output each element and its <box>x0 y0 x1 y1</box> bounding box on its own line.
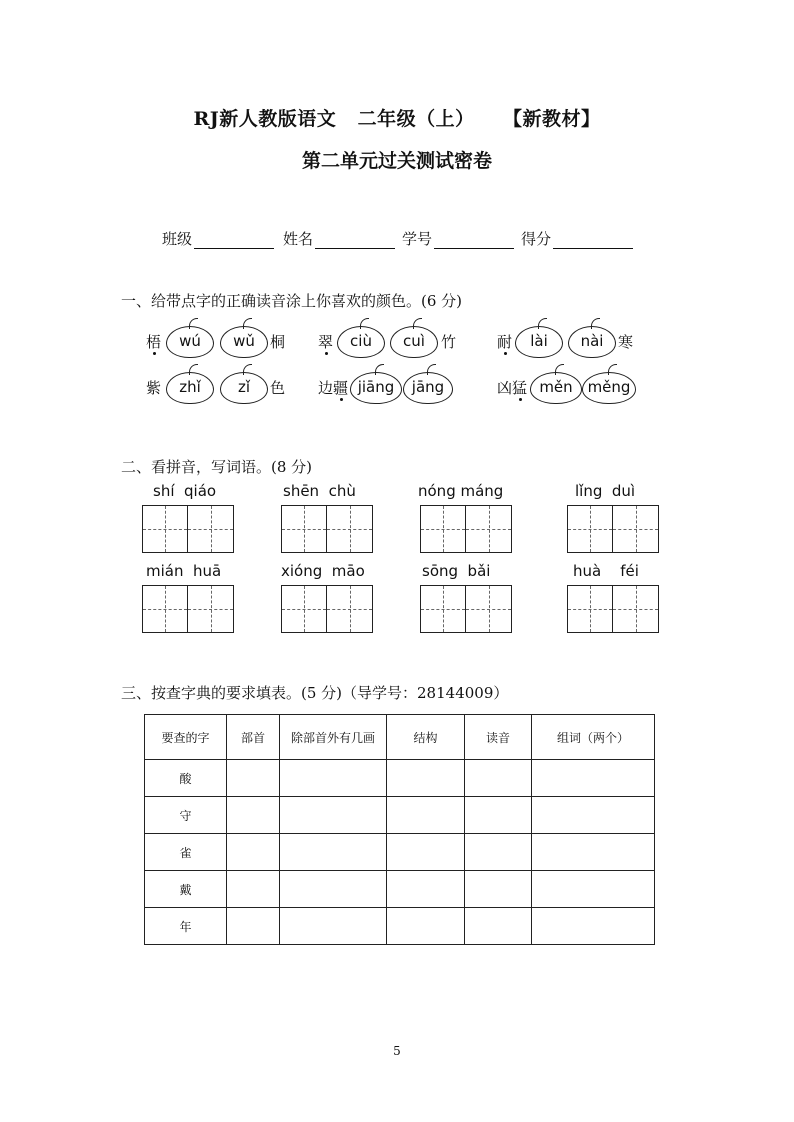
class-blank[interactable] <box>194 234 274 249</box>
answer-cell[interactable] <box>387 797 465 834</box>
table-row <box>145 871 655 908</box>
table-header-row <box>145 715 655 760</box>
emphasis-dot <box>153 352 156 355</box>
lookup-char: 酸 <box>145 760 227 797</box>
apple-option[interactable]: měn <box>530 372 582 404</box>
apple-option[interactable]: wǔ <box>220 326 268 358</box>
score-blank[interactable] <box>553 234 633 249</box>
word-part: 桐 <box>270 333 286 351</box>
emphasis-dot <box>519 398 522 401</box>
answer-cell[interactable] <box>227 834 280 871</box>
column-header: 要查的字 <box>145 715 227 760</box>
answer-cell[interactable] <box>465 760 532 797</box>
apple-option[interactable]: jāng <box>403 372 453 404</box>
apple-stem-icon <box>189 364 198 375</box>
info-number: 学号 <box>402 228 514 249</box>
apple-option[interactable]: nài <box>568 326 616 358</box>
apple-stem-icon <box>360 318 369 329</box>
word-part: 竹 <box>441 333 457 351</box>
pinyin-label: mián huā <box>146 562 222 580</box>
apple-option[interactable]: měng <box>582 372 636 404</box>
apple-stem-icon <box>555 364 564 375</box>
pinyin-label: lǐng duì <box>575 482 636 500</box>
answer-cell[interactable] <box>532 797 655 834</box>
name-blank[interactable] <box>315 234 395 249</box>
answer-cell[interactable] <box>227 797 280 834</box>
word-part: 梧 <box>146 333 162 351</box>
answer-cell[interactable] <box>227 871 280 908</box>
apple-stem-icon <box>413 318 422 329</box>
pinyin-label: xióng māo <box>281 562 365 580</box>
emphasis-dot <box>504 352 507 355</box>
column-header: 除部首外有几画 <box>280 715 387 760</box>
answer-cell[interactable] <box>280 760 387 797</box>
answer-cell[interactable] <box>532 871 655 908</box>
pinyin-label: shí qiáo <box>153 482 217 500</box>
answer-cell[interactable] <box>465 797 532 834</box>
number-blank[interactable] <box>434 234 514 249</box>
writing-grid[interactable] <box>420 505 512 553</box>
answer-cell[interactable] <box>227 908 280 945</box>
answer-cell[interactable] <box>532 760 655 797</box>
table-row <box>145 908 655 945</box>
answer-cell[interactable] <box>532 834 655 871</box>
writing-grid[interactable] <box>281 505 373 553</box>
apple-option[interactable]: wú <box>166 326 214 358</box>
writing-grid[interactable] <box>567 505 659 553</box>
column-header: 部首 <box>227 715 280 760</box>
writing-grid[interactable] <box>567 585 659 633</box>
writing-grid[interactable] <box>142 505 234 553</box>
writing-grid[interactable] <box>142 585 234 633</box>
answer-cell[interactable] <box>465 834 532 871</box>
lookup-char: 戴 <box>145 871 227 908</box>
pinyin-label: shēn chù <box>283 482 356 500</box>
answer-cell[interactable] <box>280 797 387 834</box>
apple-stem-icon <box>427 364 436 375</box>
emphasis-dot <box>325 352 328 355</box>
page-number: 5 <box>393 1044 401 1058</box>
answer-cell[interactable] <box>280 908 387 945</box>
lookup-char: 雀 <box>145 834 227 871</box>
answer-cell[interactable] <box>227 760 280 797</box>
info-name: 姓名 <box>283 228 395 249</box>
writing-grid[interactable] <box>281 585 373 633</box>
apple-option[interactable]: ciù <box>337 326 385 358</box>
section3-heading: 三、按查字典的要求填表。(5 分)（导学号：28144009） <box>121 684 509 702</box>
column-header: 组词（两个） <box>532 715 655 760</box>
pinyin-label: huà féi <box>573 562 639 580</box>
answer-cell[interactable] <box>387 760 465 797</box>
apple-stem-icon <box>591 318 600 329</box>
answer-cell[interactable] <box>532 908 655 945</box>
apple-option[interactable]: zǐ <box>220 372 268 404</box>
word-part: 色 <box>270 379 286 397</box>
answer-cell[interactable] <box>280 871 387 908</box>
answer-cell[interactable] <box>465 871 532 908</box>
apple-option[interactable]: lài <box>515 326 563 358</box>
apple-option[interactable]: cuì <box>390 326 438 358</box>
lookup-char: 守 <box>145 797 227 834</box>
answer-cell[interactable] <box>387 871 465 908</box>
apple-stem-icon <box>243 318 252 329</box>
table-row <box>145 760 655 797</box>
word-part: 翠 <box>318 333 334 351</box>
apple-option[interactable]: jiāng <box>350 372 402 404</box>
apple-stem-icon <box>243 364 252 375</box>
section1-heading: 一、给带点字的正确读音涂上你喜欢的颜色。(6 分) <box>121 292 463 310</box>
word-part: 寒 <box>618 333 634 351</box>
dictionary-table <box>144 714 655 945</box>
apple-stem-icon <box>538 318 547 329</box>
answer-cell[interactable] <box>387 834 465 871</box>
pinyin-label: nóng máng <box>418 482 504 500</box>
info-class: 班级 <box>162 228 274 249</box>
pinyin-label: sōng bǎi <box>422 562 491 580</box>
table-row <box>145 834 655 871</box>
apple-stem-icon <box>375 364 384 375</box>
column-header: 读音 <box>465 715 532 760</box>
info-score: 得分 <box>521 228 633 249</box>
section2-heading: 二、看拼音，写词语。(8 分) <box>121 458 313 476</box>
apple-stem-icon <box>608 364 617 375</box>
word-part: 边疆 <box>318 379 349 397</box>
lookup-char: 年 <box>145 908 227 945</box>
apple-stem-icon <box>189 318 198 329</box>
writing-grid[interactable] <box>420 585 512 633</box>
table-row <box>145 797 655 834</box>
exam-title: RJ新人教版语文 二年级（上） 【新教材】 <box>193 108 601 130</box>
word-part: 凶猛 <box>497 379 528 397</box>
emphasis-dot <box>340 398 343 401</box>
exam-subtitle: 第二单元过关测试密卷 <box>301 150 492 172</box>
answer-cell[interactable] <box>280 834 387 871</box>
answer-cell[interactable] <box>387 908 465 945</box>
word-part: 紫 <box>146 379 162 397</box>
word-part: 耐 <box>497 333 513 351</box>
answer-cell[interactable] <box>465 908 532 945</box>
column-header: 结构 <box>387 715 465 760</box>
apple-option[interactable]: zhǐ <box>166 372 214 404</box>
